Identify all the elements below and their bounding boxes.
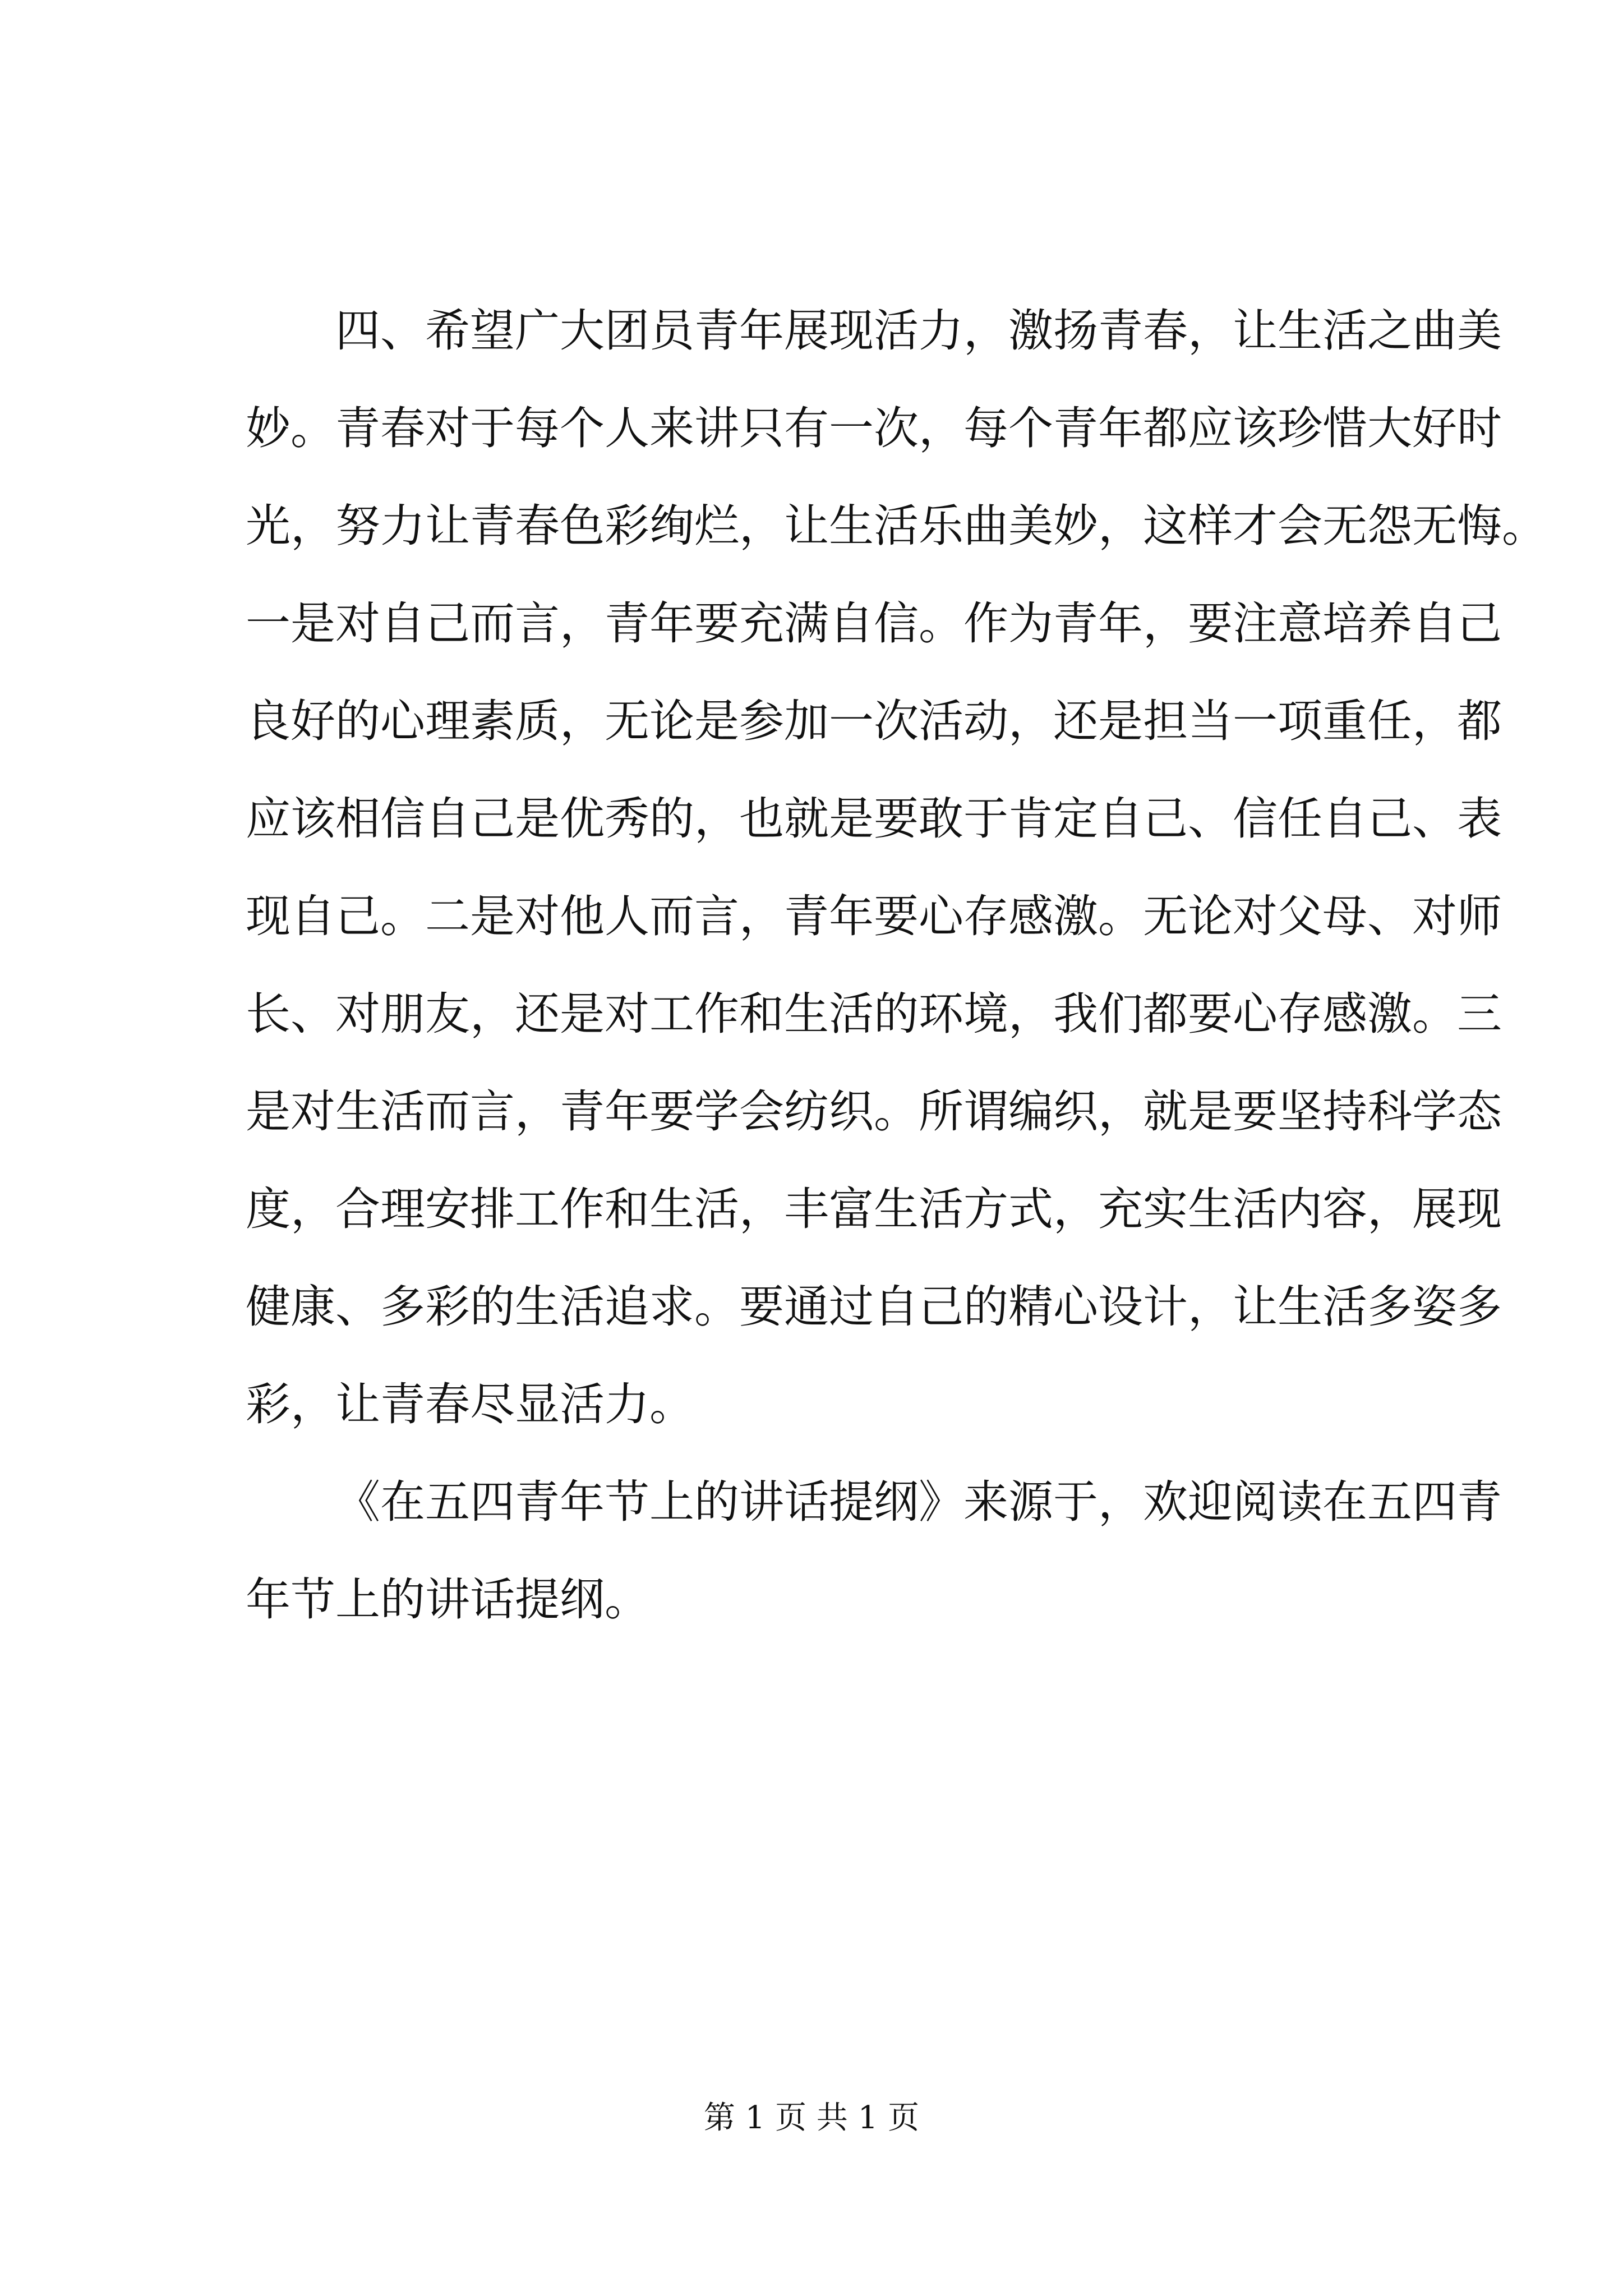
- paragraph-line: 四、希望广大团员青年展现活力，激扬青春，让生活之曲美: [335, 305, 1502, 357]
- paragraph-line: 一是对自己而言，青年要充满自信。作为青年，要注意培养自己: [246, 597, 1502, 650]
- paragraph-line: 光，努力让青春色彩绚烂，让生活乐曲美妙，这样才会无怨无悔。: [246, 500, 1547, 552]
- paragraph-line: 现自己。二是对他人而言，青年要心存感激。无论对父母、对师: [246, 890, 1502, 942]
- paragraph-1: [246, 297, 1547, 1469]
- page-footer: [0, 2096, 1623, 2141]
- paragraph-line: 良好的心理素质，无论是参加一次活动，还是担当一项重任，都: [246, 695, 1502, 747]
- paragraph-line: 健康、多彩的生活追求。要通过自己的精心设计，让生活多姿多: [246, 1281, 1502, 1333]
- paragraph-line: 是对生活而言，青年要学会纺织。所谓编织，就是要坚持科学态: [246, 1085, 1502, 1138]
- paragraph-line: 长、对朋友，还是对工作和生活的环境，我们都要心存感激。三: [246, 988, 1502, 1040]
- page-number-label: 第 1 页 共 1 页: [703, 2100, 920, 2136]
- paragraph-line: 妙。青春对于每个人来讲只有一次，每个青年都应该珍惜大好时: [246, 402, 1502, 454]
- paragraph-line: 年节上的讲话提纲。: [246, 1573, 649, 1626]
- document-body: [246, 297, 1547, 1664]
- paragraph-line: 应该相信自己是优秀的，也就是要敢于肯定自己、信任自己、表: [246, 793, 1502, 845]
- paragraph-line: 彩，让青春尽显活力。: [246, 1378, 694, 1430]
- paragraph-line: 度，合理安排工作和生活，丰富生活方式，充实生活内容，展现: [246, 1183, 1502, 1235]
- paragraph-2: [246, 1469, 1502, 1664]
- paragraph-line: 《在五四青年节上的讲话提纲》来源于，欢迎阅读在五四青: [335, 1476, 1502, 1528]
